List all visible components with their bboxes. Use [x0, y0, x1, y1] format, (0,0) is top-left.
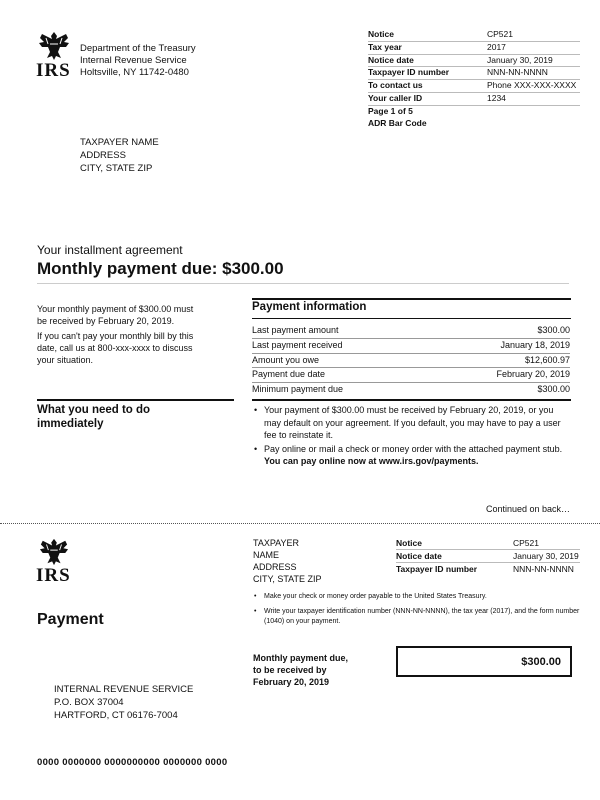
payment-info-label: Last payment received — [252, 339, 343, 350]
notice-row — [368, 29, 580, 42]
stub-instruction: • Write your taxpayer identification number (NNN-NN-NNNN), the tax year (2017), and the form number (1040) on your payment. — [252, 607, 582, 628]
mailing-line: INTERNAL REVENUE SERVICE — [54, 684, 194, 695]
payment-info-label: Last payment amount — [252, 325, 339, 335]
payment-info-table — [252, 324, 570, 397]
agreement-subtitle: Your installment agreement — [37, 243, 183, 257]
stub-instructions — [252, 592, 582, 628]
payment-info-row — [252, 324, 570, 339]
notice-row — [368, 80, 580, 93]
payment-info-row — [252, 354, 570, 369]
due-label — [253, 652, 348, 688]
notice-row — [368, 67, 580, 80]
notice-value: Phone XXX-XXX-XXXX — [487, 80, 577, 91]
payment-info-value: $300.00 — [537, 325, 570, 335]
taxpayer-street: ADDRESS — [80, 150, 126, 161]
payment-info-value: February 20, 2019 — [496, 369, 570, 380]
mailing-line: P.O. BOX 37004 — [54, 697, 124, 708]
todo-bullet — [252, 443, 572, 468]
notice-label: Notice date — [396, 551, 442, 561]
notice-label: Notice — [396, 538, 422, 548]
payment-title: Payment — [37, 611, 104, 628]
payment-info-value: $300.00 — [537, 384, 570, 395]
notice-label: Page 1 of 5 — [368, 105, 413, 116]
stub-taxpayer-line: ADDRESS — [253, 562, 297, 572]
due-note — [37, 303, 197, 366]
payment-info-label: Minimum payment due — [252, 384, 344, 395]
todo-bullet-text: Pay online or mail a check or money order with the attached payment stub. — [264, 443, 563, 454]
notice-label: Notice date — [368, 54, 414, 65]
stub-irs-logo — [36, 537, 76, 585]
dept-address — [80, 43, 196, 79]
stub-taxpayer-line: CITY, STATE ZIP — [253, 574, 322, 584]
payment-info-value: January 18, 2019 — [500, 339, 570, 350]
notice-value — [487, 118, 580, 130]
notice-label: Notice — [368, 29, 394, 39]
stub-taxpayer-line: TAXPAYER — [253, 538, 300, 548]
todo-rule — [37, 399, 234, 401]
stub-taxpayer-line: NAME — [253, 550, 280, 560]
taxpayer-name: TAXPAYER NAME — [80, 137, 159, 148]
notice-row — [368, 93, 580, 106]
perforation-line — [0, 523, 600, 524]
notice-value: 2017 — [487, 41, 506, 52]
pay-online-link[interactable]: You can pay online now at www.irs.gov/payments. — [264, 456, 479, 466]
continued-note: Continued on back… — [486, 504, 571, 514]
stub-notice-table — [396, 537, 580, 575]
notice-table — [368, 29, 580, 129]
due-label-line: Monthly payment due, — [253, 653, 349, 663]
notice-label: To contact us — [368, 80, 423, 91]
amount-due-value: $300.00 — [521, 656, 561, 668]
notice-row — [368, 118, 580, 130]
stub-notice-row — [396, 550, 580, 563]
notice-label: Taxpayer ID number — [368, 67, 450, 78]
stub-notice-row — [396, 537, 580, 550]
irs-logo — [36, 30, 76, 80]
taxpayer-address — [80, 136, 159, 175]
notice-value: January 30, 2019 — [513, 551, 579, 561]
due-label-line: to be received by — [253, 665, 327, 675]
payment-info-rule — [252, 318, 571, 319]
payment-info-rule — [252, 298, 571, 300]
notice-label: Your caller ID — [368, 92, 423, 103]
payment-info-label: Payment due date — [252, 369, 326, 380]
divider — [37, 283, 569, 284]
irs-logo-text: IRS — [36, 565, 71, 586]
notice-label: Taxpayer ID number — [396, 564, 478, 574]
scanline: 0000 0000000 0000000000 0000000 0000 — [37, 757, 228, 768]
eagle-icon — [36, 30, 72, 62]
notice-label: Tax year — [368, 41, 402, 52]
irs-logo-text: IRS — [36, 60, 71, 81]
todo-heading: What you need to do immediately — [37, 404, 151, 430]
stub-taxpayer — [253, 537, 322, 585]
dept-line: Internal Revenue Service — [80, 55, 187, 66]
notice-value: 1234 — [487, 92, 506, 103]
mailing-line: HARTFORD, CT 06176-7004 — [54, 710, 178, 721]
notice-row — [368, 42, 580, 55]
notice-label: ADR Bar Code — [368, 117, 427, 128]
notice-value: NNN-NN-NNNN — [513, 564, 574, 574]
notice-value: CP521 — [513, 538, 539, 548]
todo-rule — [252, 399, 571, 401]
dept-line: Holtsville, NY 11742-0480 — [80, 67, 189, 78]
stub-instruction: • Make your check or money order payable to the United States Treasury. — [252, 592, 582, 603]
amount-due-box[interactable] — [396, 646, 572, 677]
due-label-line: February 20, 2019 — [253, 677, 330, 687]
notice-value: CP521 — [487, 29, 513, 39]
notice-value: NNN-NN-NNNN — [487, 67, 548, 78]
dept-line: Department of the Treasury — [80, 43, 196, 54]
todo-bullet: • Your payment of $300.00 must be received by February 20, 2019, or you may default on your agreement. If you default, you may have to pay a user fee to reinstate it. — [252, 404, 572, 442]
notice-row — [368, 106, 580, 118]
page-title: Monthly payment due: $300.00 — [37, 259, 284, 278]
due-note-para: Your monthly payment of $300.00 must be received by February 20, 2019. — [37, 304, 194, 326]
notice-value — [487, 106, 580, 118]
payment-info-row — [252, 368, 570, 383]
todo-list — [252, 404, 572, 468]
eagle-icon — [36, 537, 72, 567]
due-note-para: If you can't pay your monthly bill by this date, call us at 800-xxx-xxxx to discuss your situation. — [37, 331, 194, 365]
payment-info-value: $12,600.97 — [524, 354, 570, 365]
payment-info-heading: Payment information — [252, 301, 367, 313]
stub-notice-row — [396, 563, 580, 575]
payment-info-row — [252, 383, 570, 397]
notice-value: January 30, 2019 — [487, 54, 553, 65]
taxpayer-city: CITY, STATE ZIP — [80, 163, 153, 174]
irs-mailing-address — [54, 683, 193, 722]
notice-row — [368, 55, 580, 68]
payment-info-label: Amount you owe — [252, 354, 320, 365]
payment-info-row — [252, 339, 570, 354]
